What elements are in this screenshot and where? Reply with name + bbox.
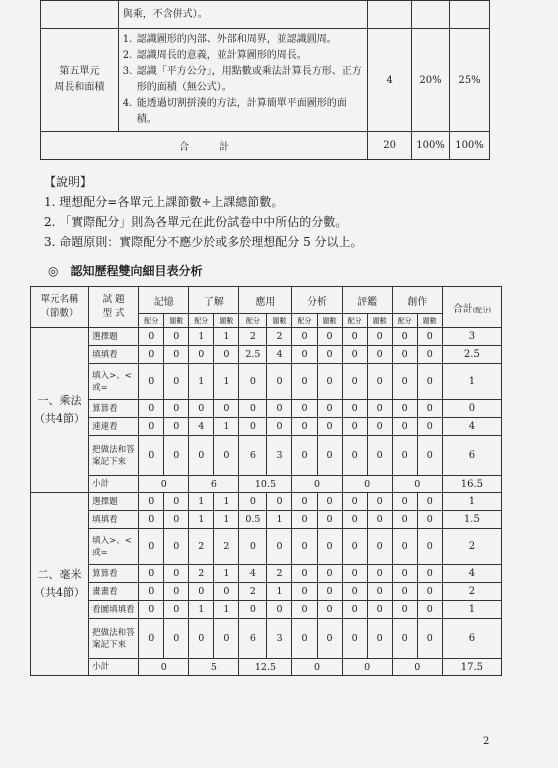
table-row: [41, 132, 490, 160]
cell-value: 0: [214, 346, 239, 364]
question-type: 算算看: [89, 400, 139, 418]
subtotal-value: 0: [342, 476, 392, 493]
table-row: [41, 29, 490, 132]
cell-value: 0: [214, 619, 239, 659]
cell-value: 0: [367, 511, 392, 529]
header-row: [31, 287, 502, 314]
cell-value: 0: [417, 619, 442, 659]
cell-value: 1: [189, 511, 214, 529]
cell-value: 0: [392, 511, 417, 529]
cell-value: 0: [164, 619, 189, 659]
subtotal-total: 17.5: [442, 659, 501, 676]
subtotal-value: 0: [139, 476, 189, 493]
cell-value: 0: [164, 565, 189, 583]
cell-value: 4: [267, 346, 292, 364]
cell-value: 1: [267, 583, 292, 601]
cell-value: 0: [392, 436, 417, 476]
cell-value: 1: [189, 601, 214, 619]
question-type: 算算看: [89, 565, 139, 583]
cell-value: 0: [317, 328, 342, 346]
cell-value: 0: [239, 400, 267, 418]
cell-value: 0: [189, 400, 214, 418]
table-row: [31, 565, 502, 583]
cell-value: 0: [139, 511, 164, 529]
cell-value: 0: [164, 529, 189, 565]
cell-value: 2: [214, 529, 239, 565]
cell-value: 0: [417, 364, 442, 400]
table-row: [31, 436, 502, 476]
question-type: 選擇題: [89, 493, 139, 511]
row-total: 1: [442, 364, 501, 400]
cell-value: 0: [292, 511, 317, 529]
table-row: [31, 493, 502, 511]
cell-value: 0: [214, 400, 239, 418]
header-level: 了解: [189, 287, 239, 314]
row-total: 4: [442, 565, 501, 583]
cell-value: 0: [292, 529, 317, 565]
cell-value: 6: [239, 619, 267, 659]
cell-value: 0: [267, 364, 292, 400]
cell-value: 0: [317, 400, 342, 418]
cell-value: 0: [164, 583, 189, 601]
cell-value: 0: [292, 400, 317, 418]
cell-value: 0: [342, 418, 367, 436]
cell-value: 1: [214, 328, 239, 346]
header-level: 評鑑: [342, 287, 392, 314]
cell-value: 0: [342, 601, 367, 619]
notes-block: [44, 172, 363, 252]
cell-value: 0.5: [239, 511, 267, 529]
actual-score: 25%: [450, 29, 490, 132]
header-level: 分析: [292, 287, 342, 314]
cell-value: 0: [214, 436, 239, 476]
note-item: 2. 「實際配分」則為各單元在此份試卷中中所佔的分數。: [44, 215, 348, 229]
cell-value: 0: [139, 601, 164, 619]
cell-value: 0: [267, 529, 292, 565]
cell-value: 1: [214, 511, 239, 529]
cell-value: 0: [342, 400, 367, 418]
cell-value: 0: [139, 619, 164, 659]
header-count: 題數: [267, 314, 292, 328]
cell-value: 2: [267, 565, 292, 583]
cell-value: 0: [164, 364, 189, 400]
header-level: 創作: [392, 287, 442, 314]
cell-value: 0: [292, 364, 317, 400]
cell-value: 0: [189, 346, 214, 364]
header-count: 題數: [164, 314, 189, 328]
question-type: 填填看: [89, 346, 139, 364]
cell-value: 0: [139, 529, 164, 565]
cell-value: 0: [139, 565, 164, 583]
cell-value: 0: [342, 328, 367, 346]
row-total: 1.5: [442, 511, 501, 529]
cell-value: 0: [317, 619, 342, 659]
cell-value: 0: [164, 511, 189, 529]
table-row: [31, 346, 502, 364]
cell-value: 0: [417, 529, 442, 565]
cell-value: 0: [239, 529, 267, 565]
table-row: [31, 400, 502, 418]
cell-value: 0: [367, 565, 392, 583]
row-total: 1: [442, 601, 501, 619]
subtotal-row: [31, 659, 502, 676]
total-label: 合 計: [41, 132, 368, 160]
cell-value: 1: [214, 493, 239, 511]
row-total: 0: [442, 400, 501, 418]
cell-value: 2: [189, 565, 214, 583]
cell-value: 0: [317, 436, 342, 476]
unit-name: 二、毫米 （共4節）: [31, 493, 89, 676]
cell-value: 0: [189, 436, 214, 476]
table-row: [31, 619, 502, 659]
subtotal-value: 10.5: [239, 476, 292, 493]
cell-value: 0: [392, 493, 417, 511]
unit-weight-table: [40, 0, 490, 160]
cell-value: 0: [367, 364, 392, 400]
cell-value: 0: [342, 583, 367, 601]
cell-value: 1: [189, 493, 214, 511]
cell-value: 0: [164, 493, 189, 511]
cell-value: 0: [342, 346, 367, 364]
subtotal-value: 0: [392, 659, 442, 676]
cell-value: 0: [239, 601, 267, 619]
question-type: 畫畫看: [89, 583, 139, 601]
table-row: [31, 511, 502, 529]
cell-value: 0: [292, 493, 317, 511]
cell-value: 0: [139, 436, 164, 476]
cell-value: 0: [317, 346, 342, 364]
cell-value: 2: [239, 583, 267, 601]
cell-value: 0: [392, 346, 417, 364]
row-total: 6: [442, 619, 501, 659]
table-row: [41, 1, 490, 29]
header-count: 題數: [214, 314, 239, 328]
cell-value: 0: [267, 493, 292, 511]
subtotal-value: 0: [139, 659, 189, 676]
table-row: [31, 328, 502, 346]
cell-value: 0: [189, 619, 214, 659]
subtotal-value: 0: [292, 659, 342, 676]
total-actual: 100%: [450, 132, 490, 160]
cell-value: 3: [267, 436, 292, 476]
cell-value: 0: [267, 418, 292, 436]
question-type: 連連看: [89, 418, 139, 436]
row-total: 6: [442, 436, 501, 476]
header-score: 配分: [189, 314, 214, 328]
subtotal-value: 5: [189, 659, 239, 676]
cell-value: 1: [214, 364, 239, 400]
cell-value: 0: [164, 400, 189, 418]
cell-value: 0: [317, 493, 342, 511]
cell-value: 0: [367, 619, 392, 659]
cell-value: 0: [164, 346, 189, 364]
cell-value: 0: [139, 583, 164, 601]
cell-value: 1: [189, 364, 214, 400]
cell-value: 0: [292, 583, 317, 601]
header-count: 題數: [417, 314, 442, 328]
cell-value: 0: [139, 400, 164, 418]
cell-value: 0: [267, 601, 292, 619]
cell-value: 0: [292, 565, 317, 583]
cell-value: 0: [392, 364, 417, 400]
cell-value: 0: [292, 346, 317, 364]
cell-value: 0: [164, 601, 189, 619]
cell-value: 1: [214, 601, 239, 619]
table-row: [31, 529, 502, 565]
header-score: 配分: [392, 314, 417, 328]
cell-value: 0: [164, 436, 189, 476]
cell-value: 0: [417, 601, 442, 619]
list-item: 2. 認識周長的意義，並計算圖形的周長。: [122, 50, 307, 61]
cell-value: 0: [367, 529, 392, 565]
cell-value: 0: [367, 328, 392, 346]
cell-value: 0: [392, 529, 417, 565]
ideal-score: 20%: [412, 29, 450, 132]
cell-value: 0: [367, 493, 392, 511]
cell-value: 6: [239, 436, 267, 476]
total-lessons: 20: [368, 132, 412, 160]
cell-value: 0: [317, 364, 342, 400]
table-row: [31, 418, 502, 436]
row-total: 1: [442, 493, 501, 511]
cell-value: 0: [239, 493, 267, 511]
cell-value: 0: [367, 583, 392, 601]
cell-value: 0: [292, 601, 317, 619]
subtotal-total: 16.5: [442, 476, 501, 493]
cell-value: 0: [392, 418, 417, 436]
lesson-count: 4: [368, 29, 412, 132]
cell-value: 0: [139, 328, 164, 346]
header-unit: 單元名稱 （節數）: [31, 287, 89, 328]
table-row: [31, 364, 502, 400]
cell-value: 0: [392, 328, 417, 346]
row-total: 2: [442, 583, 501, 601]
cell-value: 0: [317, 418, 342, 436]
notes-title: 【說明】: [44, 175, 93, 189]
cell-value: 0: [317, 601, 342, 619]
table-row: [31, 583, 502, 601]
cell-value: 0: [139, 493, 164, 511]
cell-value: 0: [164, 328, 189, 346]
question-type: 選擇題: [89, 328, 139, 346]
cell-value: 0: [417, 565, 442, 583]
cell-value: 0: [367, 400, 392, 418]
header-total: 合計(配分): [442, 287, 501, 328]
cell-value: 0: [417, 583, 442, 601]
cell-value: 0: [267, 400, 292, 418]
cell-value: 0: [292, 418, 317, 436]
list-item: 4. 能透過切割拼湊的方法，計算簡單平面圖形的面積。: [122, 98, 347, 125]
cell-value: 0: [139, 418, 164, 436]
cell-value: 0: [342, 529, 367, 565]
row-total: 2: [442, 529, 501, 565]
unit-name: 第五單元 周長和面積: [41, 29, 119, 132]
cell-value: 0: [392, 601, 417, 619]
header-score: 配分: [239, 314, 267, 328]
cell-value: 3: [267, 619, 292, 659]
cell-value: 0: [342, 511, 367, 529]
question-type: 把做法和答案記下來: [89, 619, 139, 659]
objectives-list: [118, 29, 367, 132]
cell-value: 0: [417, 328, 442, 346]
subtotal-value: 12.5: [239, 659, 292, 676]
cell-value: 2.5: [239, 346, 267, 364]
header-level: 記憶: [139, 287, 189, 314]
cell-value: 0: [342, 493, 367, 511]
cell-value: 0: [189, 583, 214, 601]
list-item: 3. 認識「平方公分」，用點數或乘法計算長方形、正方形的面積（無公式）。: [122, 66, 362, 93]
cell-value: 0: [417, 436, 442, 476]
cell-value: 0: [239, 418, 267, 436]
question-type: 看圖填填看: [89, 601, 139, 619]
cell-value: 1: [189, 328, 214, 346]
cell-value: 1: [214, 418, 239, 436]
cell-value: 0: [392, 619, 417, 659]
list-item: 1. 認識圖形的內部、外部和周界，並認識圓周。: [122, 34, 337, 45]
cell-value: 0: [292, 436, 317, 476]
cell-value: 0: [417, 418, 442, 436]
cell-value: 0: [139, 346, 164, 364]
subtotal-value: 0: [292, 476, 342, 493]
subtotal-label: 小計: [89, 659, 139, 676]
header-score: 配分: [139, 314, 164, 328]
cell-value: 0: [367, 346, 392, 364]
question-type: 填入>、<或=: [89, 364, 139, 400]
note-item: 3. 命題原則：實際配分不應少於或多於理想配分 5 分以上。: [44, 235, 363, 249]
note-item: 1. 理想配分=各單元上課節數÷上課總節數。: [44, 195, 284, 209]
cell-value: 0: [392, 400, 417, 418]
row-total: 2.5: [442, 346, 501, 364]
cell-value: 4: [239, 565, 267, 583]
cell-value: 0: [292, 619, 317, 659]
subtotal-label: 小計: [89, 476, 139, 493]
cell-value: 2: [189, 529, 214, 565]
cell-value: 0: [139, 364, 164, 400]
cell-value: 0: [342, 619, 367, 659]
objective-continued: 與乘，不含併式）。: [118, 1, 367, 29]
cell-value: 0: [317, 511, 342, 529]
question-type: 填填看: [89, 511, 139, 529]
cell-value: 0: [239, 364, 267, 400]
cognitive-matrix-table: [30, 286, 502, 676]
cell-value: 0: [342, 364, 367, 400]
cell-value: 0: [317, 529, 342, 565]
subtotal-row: [31, 476, 502, 493]
cell-value: 1: [267, 511, 292, 529]
page-number: 2: [483, 736, 490, 747]
section-title: ◎ 認知歷程雙向細目表分析: [48, 264, 203, 278]
cell-value: 2: [267, 328, 292, 346]
cell-value: 0: [367, 418, 392, 436]
cell-value: 0: [417, 511, 442, 529]
cell-value: 0: [392, 583, 417, 601]
subtotal-value: 0: [392, 476, 442, 493]
question-type: 把做法和答案記下來: [89, 436, 139, 476]
cell-value: 0: [317, 565, 342, 583]
cell-value: 0: [417, 493, 442, 511]
cell-value: 0: [214, 583, 239, 601]
subtotal-value: 6: [189, 476, 239, 493]
header-score: 配分: [342, 314, 367, 328]
row-total: 3: [442, 328, 501, 346]
cell-value: 0: [342, 565, 367, 583]
header-level: 應用: [239, 287, 292, 314]
cell-value: 0: [367, 601, 392, 619]
table-row: [31, 601, 502, 619]
header-count: 題數: [367, 314, 392, 328]
row-total: 4: [442, 418, 501, 436]
cell-value: 4: [189, 418, 214, 436]
header-qtype: 試 題 型 式: [89, 287, 139, 328]
cell-value: 0: [164, 418, 189, 436]
subtotal-value: 0: [342, 659, 392, 676]
header-count: 題數: [317, 314, 342, 328]
cell-value: 0: [292, 328, 317, 346]
cell-value: 0: [367, 436, 392, 476]
cell-value: 0: [342, 436, 367, 476]
cell-value: 0: [392, 565, 417, 583]
unit-name: 一、乘法 （共4節）: [31, 328, 89, 493]
question-type: 填入>、<或=: [89, 529, 139, 565]
cell-value: 0: [417, 346, 442, 364]
cell-value: 2: [239, 328, 267, 346]
header-score: 配分: [292, 314, 317, 328]
cell-value: 0: [417, 400, 442, 418]
total-ideal: 100%: [412, 132, 450, 160]
cell-value: 0: [317, 583, 342, 601]
cell-value: 1: [214, 565, 239, 583]
